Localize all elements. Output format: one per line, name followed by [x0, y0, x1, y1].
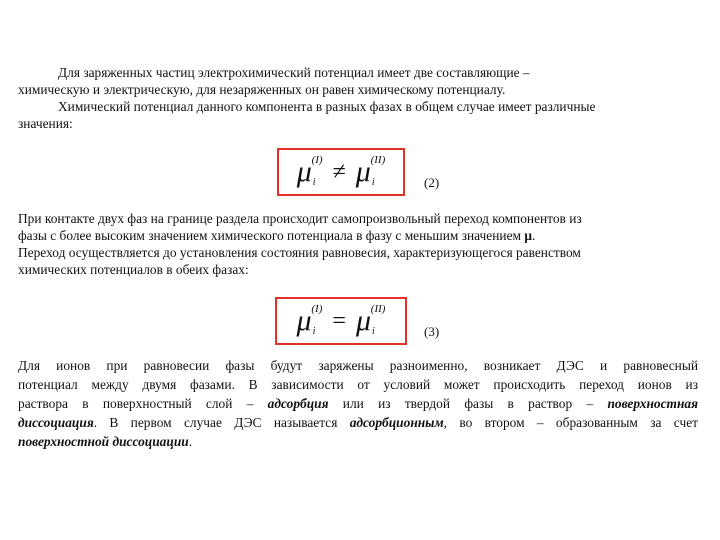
term-adsorption: адсорбция	[267, 396, 329, 411]
paragraph-3	[18, 210, 698, 278]
paragraph-4-line-5	[18, 432, 698, 451]
text-segment: . В первом случае ДЭС называется	[93, 415, 350, 430]
superscript-phase-2: (II)	[370, 303, 386, 315]
superscript-phase-1: (I)	[311, 154, 323, 166]
subscript-i: i	[312, 325, 316, 337]
paragraph-1-line-2: химическую и электрическую, для незаряженных он равен химическому потенциалу.	[18, 82, 506, 97]
paragraph-4	[18, 356, 698, 451]
mu-symbol-inline: μ	[524, 228, 532, 243]
paragraph-4-line-4	[18, 413, 698, 432]
paragraph-4-line-1: Для ионов при равновесии фазы будут заряжены разноименно, возникает ДЭС и равновесный	[18, 358, 698, 373]
superscript-phase-2: (II)	[370, 154, 386, 166]
paragraph-4-line-2: потенциал между двумя фазами. В зависимости от условий может происходить переход ионов из	[18, 377, 698, 392]
paragraph-2	[18, 98, 698, 132]
paragraph-2-line-2: значения:	[18, 116, 73, 131]
paragraph-3-line-2-text: фазы с более высоким значением химического потенциала в фазу с меньшим значением	[18, 228, 525, 243]
subscript-i: i	[372, 325, 375, 337]
mu-symbol: μ	[296, 304, 312, 337]
paragraph-3-line-3: Переход осуществляется до установления состояния равновесия, характеризующегося равенством	[18, 245, 581, 260]
term-adsorptive: адсорбционным	[349, 415, 444, 430]
equation-number-3: (3)	[424, 324, 440, 339]
term-surface: поверхностная	[607, 396, 698, 411]
mu-symbol: μ	[296, 155, 312, 188]
text-segment: , во втором – образованным за счет	[443, 415, 698, 430]
term-surface-dissociation: поверхностной диссоциации	[18, 434, 189, 449]
paragraph-1	[18, 64, 698, 98]
paragraph-4-line-3	[18, 394, 698, 413]
text-segment: или из твердой фазы в раствор –	[328, 396, 608, 411]
period: .	[188, 434, 193, 449]
paragraph-2-line-1: Химический потенциал данного компонента в разных фазах в общем случае имеет различные	[58, 99, 596, 114]
formula-2-box	[277, 148, 405, 196]
paragraph-3-line-2	[18, 227, 698, 244]
paragraph-1-line-1: Для заряженных частиц электрохимический потенциал имеет две составляющие –	[58, 65, 530, 80]
paragraph-3-line-4: химических потенциалов в обеих фазах:	[18, 262, 249, 277]
superscript-phase-1: (I)	[311, 303, 323, 315]
text-segment: раствора в поверхностный слой –	[18, 396, 268, 411]
subscript-i: i	[371, 176, 375, 188]
equation-number-2: (2)	[424, 175, 440, 190]
subscript-i: i	[312, 176, 316, 188]
formula-3-box	[275, 297, 407, 345]
mu-symbol: μ	[355, 155, 371, 188]
not-equal-sign: ≠	[332, 158, 346, 185]
term-dissociation: диссоциация	[18, 415, 94, 430]
period: .	[531, 228, 536, 243]
mu-symbol: μ	[355, 304, 371, 337]
equals-sign: =	[332, 307, 346, 334]
paragraph-3-line-1: При контакте двух фаз на границе раздела происходит самопроизвольный переход компонентов из	[18, 211, 582, 226]
